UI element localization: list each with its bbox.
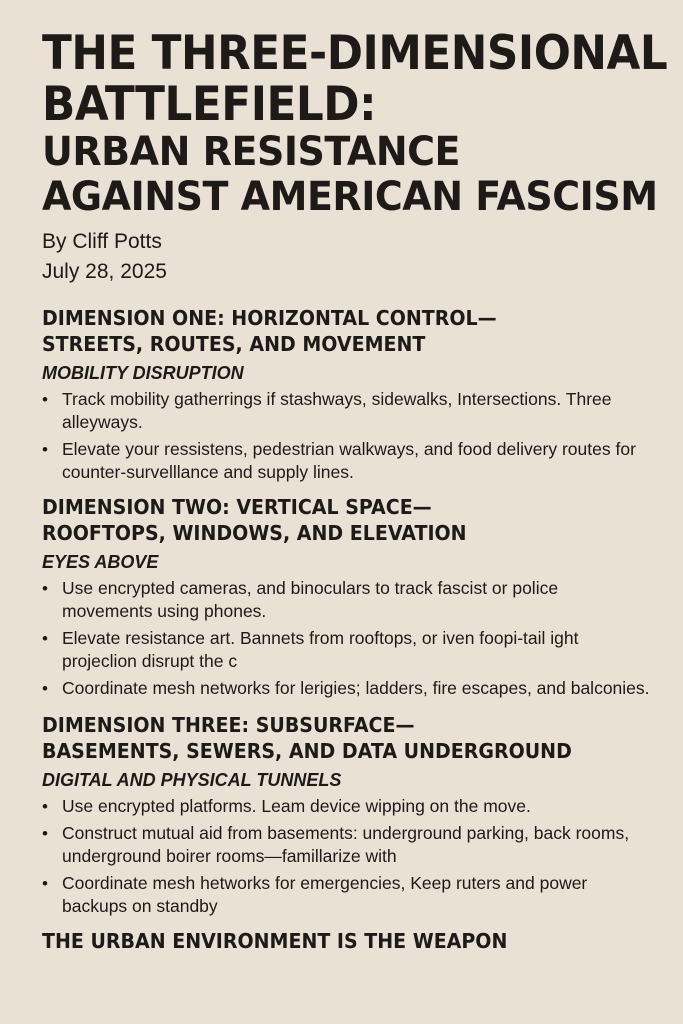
list-item-text: Track mobility gatherrings if stashways, sidewalks, Intersections. Three alleyways. — [62, 389, 612, 432]
list-item — [42, 822, 653, 868]
list-item — [42, 627, 653, 673]
section-subheading: MOBILITY DISRUPTION — [42, 363, 244, 383]
section-heading: BASEMENTS, SEWERS, AND DATA UNDERGROUND — [42, 739, 572, 763]
list-item-text: Coordinate mesh hetworks for emergencies, Keep ruters and power backups on standby — [62, 873, 588, 916]
bullet-icon: • — [42, 824, 48, 843]
publish-date: July 28, 2025 — [42, 260, 167, 283]
bullet-icon: • — [42, 440, 48, 459]
list-item — [42, 872, 653, 918]
closing-statement: THE URBAN ENVIRONMENT IS THE WEAPON — [42, 929, 508, 953]
bullet-list — [42, 795, 653, 918]
list-item — [42, 438, 653, 484]
section-dimension-one — [42, 305, 653, 484]
title-line: THE THREE-DIMENSIONAL — [42, 26, 668, 81]
section-heading: DIMENSION THREE: SUBSURFACE— — [42, 713, 415, 737]
section-dimension-three — [42, 712, 653, 918]
section-heading: ROOFTOPS, WINDOWS, AND ELEVATION — [42, 521, 467, 545]
section-heading: DIMENSION TWO: VERTICAL SPACE— — [42, 495, 432, 519]
list-item — [42, 388, 653, 434]
title-line: URBAN RESISTANCE — [42, 129, 461, 175]
section-dimension-two — [42, 494, 653, 700]
section-subheading: EYES ABOVE — [42, 552, 159, 572]
bullet-icon: • — [42, 874, 48, 893]
list-item-text: Construct mutual aid from basements: underground parking, back rooms, underground boirer rooms—famillarize with — [62, 823, 630, 866]
list-item-text: Use encrypted platforms. Leam device wipping on the move. — [62, 796, 531, 816]
bullet-icon: • — [42, 579, 48, 598]
title-line: AGAINST AMERICAN FASCISM — [42, 174, 658, 220]
bullet-list — [42, 577, 653, 700]
bullet-icon: • — [42, 797, 48, 816]
list-item — [42, 677, 653, 700]
bullet-icon: • — [42, 629, 48, 648]
byline — [42, 227, 653, 287]
bullet-list — [42, 388, 653, 484]
list-item-text: Use encrypted cameras, and binoculars to track fascist or police movements using phones. — [62, 578, 559, 621]
bullet-icon: • — [42, 679, 48, 698]
section-heading: DIMENSION ONE: HORIZONTAL CONTROL— — [42, 306, 497, 330]
title-line: BATTLEFIELD: — [42, 77, 377, 132]
list-item-text: Elevate your ressistens, pedestrian walkways, and food delivery routes for counter-survelllance and supply lines. — [62, 439, 636, 482]
list-item-text: Elevate resistance art. Bannets from rooftops, or iven foopi-tail ight projeclion disrupt the c — [62, 628, 579, 671]
section-subheading: DIGITAL AND PHYSICAL TUNNELS — [42, 770, 342, 790]
list-item-text: Coordinate mesh networks for lerigies; ladders, fire escapes, and balconies. — [62, 678, 650, 698]
list-item — [42, 795, 653, 818]
author: By Cliff Potts — [42, 230, 162, 253]
article-title — [42, 26, 668, 220]
list-item — [42, 577, 653, 623]
bullet-icon: • — [42, 390, 48, 409]
section-heading: STREETS, ROUTES, AND MOVEMENT — [42, 332, 426, 356]
